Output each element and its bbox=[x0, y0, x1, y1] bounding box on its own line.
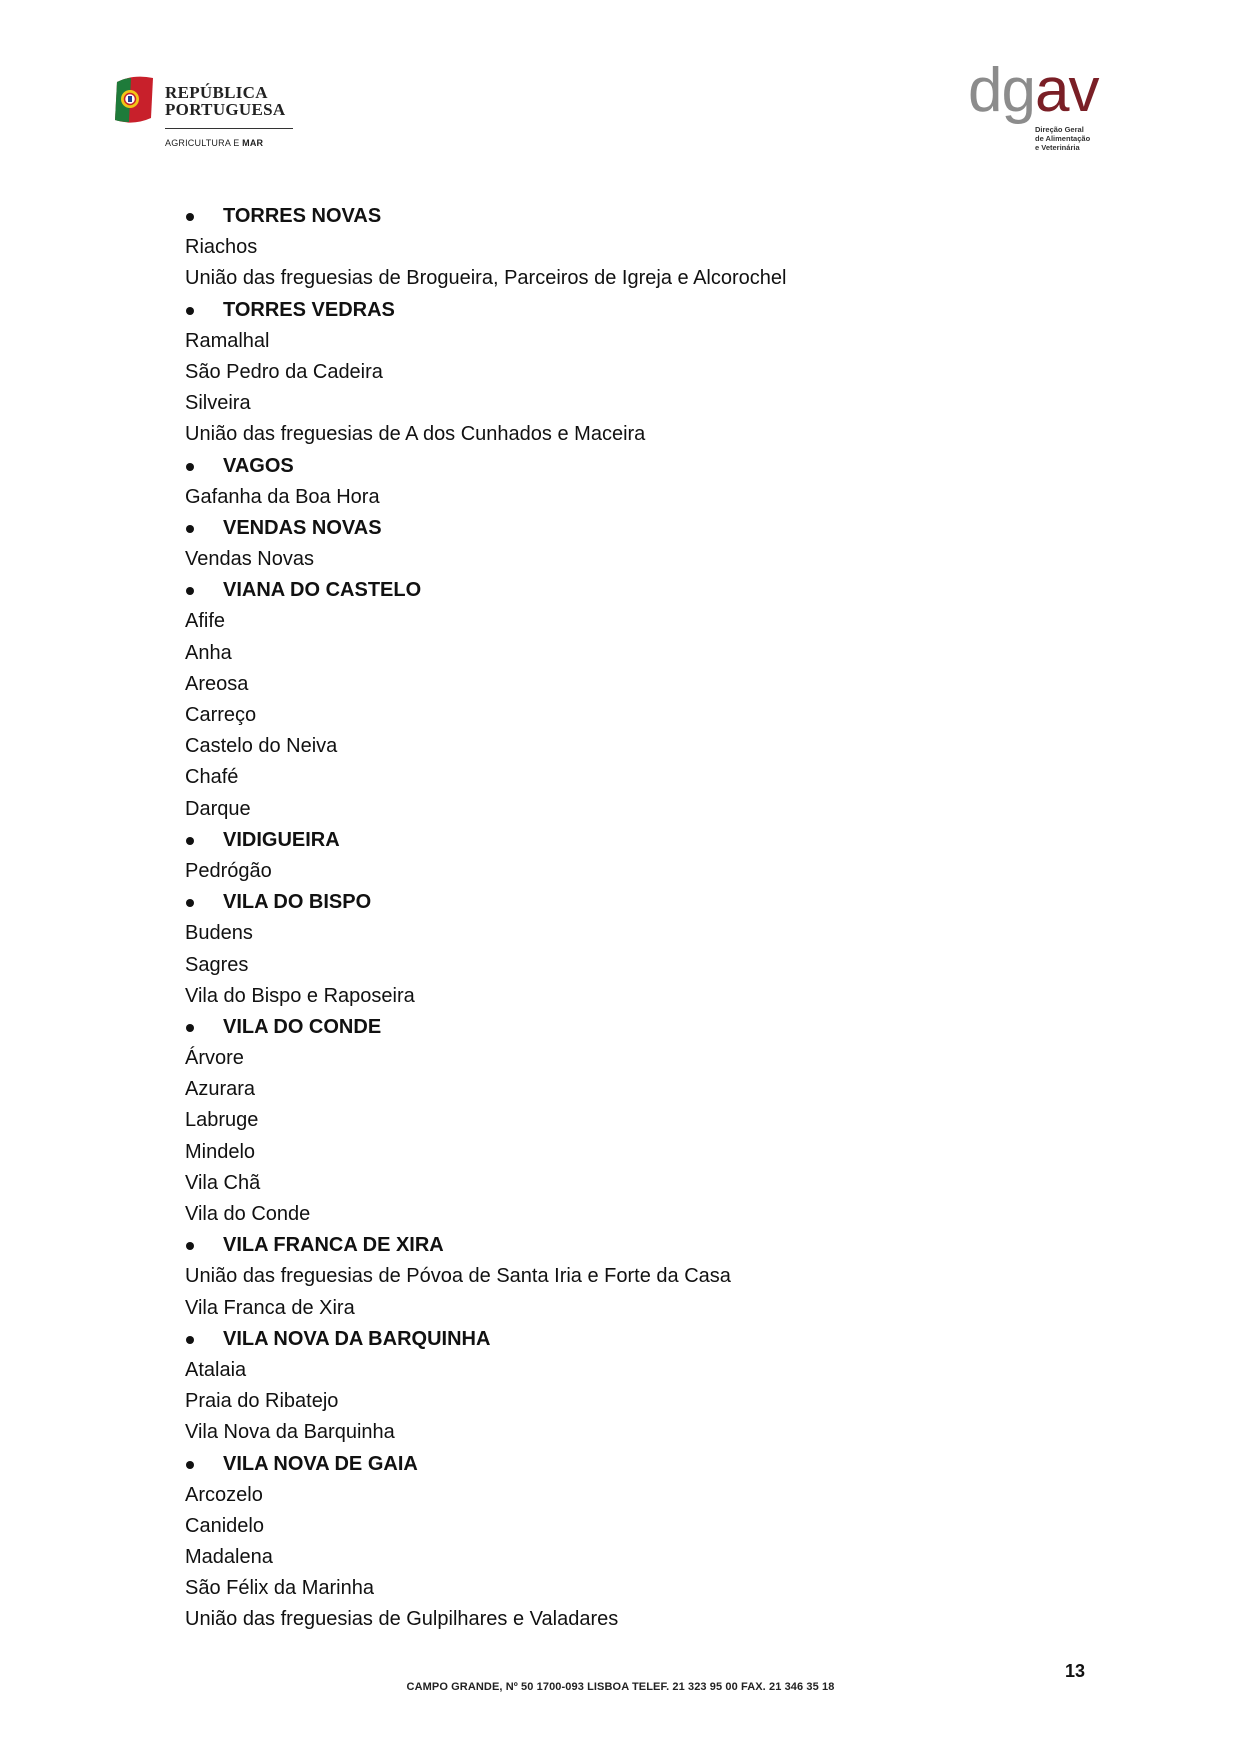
parish-item: União das freguesias de Brogueira, Parceiros de Igreja e Alcorochel bbox=[185, 267, 787, 290]
municipality-name: TORRES NOVAS bbox=[223, 205, 382, 227]
parish-item: Madalena bbox=[185, 1546, 273, 1569]
parish-item: Mindelo bbox=[185, 1140, 256, 1163]
page-number: 13 bbox=[1065, 1661, 1086, 1681]
parish-item: Vila Nova da Barquinha bbox=[185, 1421, 395, 1444]
parish-item: Ramalhal bbox=[185, 329, 270, 352]
municipality-name: VILA NOVA DE GAIA bbox=[223, 1452, 418, 1475]
parish-item: Afife bbox=[185, 610, 226, 633]
logo-divider bbox=[165, 128, 293, 129]
republica-portuguesa-title: REPÚBLICA PORTUGUESA bbox=[165, 83, 286, 119]
municipality-heading bbox=[0, 575, 1241, 606]
parish-item: Budens bbox=[185, 922, 253, 945]
parish-item: Riachos bbox=[185, 236, 258, 259]
municipality-heading bbox=[0, 295, 1241, 326]
bullet-icon bbox=[186, 587, 194, 595]
bullet-icon bbox=[186, 1336, 194, 1344]
parish-item: Canidelo bbox=[185, 1514, 264, 1537]
bullet-icon bbox=[186, 837, 194, 845]
parish-item: Carreço bbox=[185, 704, 257, 726]
parish-item: Praia do Ribatejo bbox=[185, 1390, 339, 1413]
municipality-heading bbox=[0, 825, 1241, 856]
municipality-heading bbox=[0, 887, 1241, 918]
bullet-icon bbox=[186, 307, 194, 315]
parish-item: Anha bbox=[185, 641, 232, 664]
municipality-name: VAGOS bbox=[223, 454, 294, 477]
parish-item: Darque bbox=[185, 797, 251, 820]
municipality-name: VILA DO CONDE bbox=[223, 1015, 382, 1038]
bullet-icon bbox=[186, 463, 194, 471]
portuguese-flag-icon bbox=[113, 74, 155, 126]
parish-item: Silveira bbox=[185, 392, 251, 415]
municipality-heading bbox=[0, 1449, 1241, 1480]
parish-item: União das freguesias de Gulpilhares e Valadares bbox=[185, 1608, 619, 1631]
bullet-icon bbox=[186, 1461, 194, 1469]
parish-item: São Félix da Marinha bbox=[185, 1577, 374, 1600]
municipality-name: TORRES VEDRAS bbox=[223, 298, 395, 321]
ministry-label: AGRICULTURA E MAR bbox=[165, 138, 264, 148]
parish-item: Pedrógão bbox=[185, 859, 272, 882]
parish-list bbox=[0, 201, 1241, 1636]
parish-item: União das freguesias de Póvoa de Santa Iria e Forte da Casa bbox=[185, 1265, 731, 1288]
municipality-heading bbox=[0, 1012, 1241, 1043]
municipality-heading bbox=[0, 1324, 1241, 1355]
municipality-heading bbox=[0, 1230, 1241, 1261]
parish-item: Vendas Novas bbox=[185, 548, 314, 571]
parish-item: Vila do Bispo e Raposeira bbox=[185, 984, 415, 1007]
parish-item: Vila do Conde bbox=[185, 1203, 311, 1225]
parish-item: Sagres bbox=[185, 953, 249, 976]
republica-portuguesa-logo bbox=[113, 72, 293, 156]
municipality-heading bbox=[0, 513, 1241, 544]
bullet-icon bbox=[186, 213, 194, 221]
parish-item: Labruge bbox=[185, 1109, 259, 1132]
dgav-logo bbox=[968, 56, 1108, 158]
parish-item: Árvore bbox=[185, 1047, 244, 1070]
municipality-name: VILA FRANCA DE XIRA bbox=[223, 1234, 444, 1257]
bullet-icon bbox=[186, 1242, 194, 1250]
municipality-name: VILA DO BISPO bbox=[223, 891, 372, 914]
dgav-subtitle: Direção Geral de Alimentação e Veterinária bbox=[1035, 125, 1091, 152]
parish-item: Areosa bbox=[185, 672, 249, 695]
footer-address: CAMPO GRANDE, Nº 50 1700-093 LISBOA TELEF. 21 323 95 00 FAX. 21 346 35 18 bbox=[406, 1681, 835, 1693]
municipality-name: VILA NOVA DA BARQUINHA bbox=[223, 1327, 491, 1350]
parish-item: Vila Franca de Xira bbox=[185, 1296, 355, 1319]
bullet-icon bbox=[186, 1024, 194, 1032]
municipality-name: VIDIGUEIRA bbox=[223, 828, 340, 851]
parish-item: Castelo do Neiva bbox=[185, 735, 338, 758]
municipality-name: VENDAS NOVAS bbox=[223, 516, 382, 539]
bullet-icon bbox=[186, 525, 194, 533]
parish-item: São Pedro da Cadeira bbox=[185, 360, 383, 383]
parish-item: Arcozelo bbox=[185, 1483, 263, 1506]
parish-item: Vila Chã bbox=[185, 1171, 261, 1194]
municipality-heading bbox=[0, 451, 1241, 482]
parish-item: Atalaia bbox=[185, 1358, 247, 1381]
dgav-wordmark: dgav bbox=[968, 56, 1099, 125]
parish-item: Chafé bbox=[185, 766, 239, 789]
parish-item: Gafanha da Boa Hora bbox=[185, 485, 380, 508]
municipality-heading bbox=[0, 201, 1241, 232]
parish-item: Azurara bbox=[185, 1078, 256, 1101]
municipality-name: VIANA DO CASTELO bbox=[223, 579, 422, 602]
bullet-icon bbox=[186, 899, 194, 907]
parish-item: União das freguesias de A dos Cunhados e Maceira bbox=[185, 423, 646, 446]
page-header bbox=[0, 0, 1241, 180]
